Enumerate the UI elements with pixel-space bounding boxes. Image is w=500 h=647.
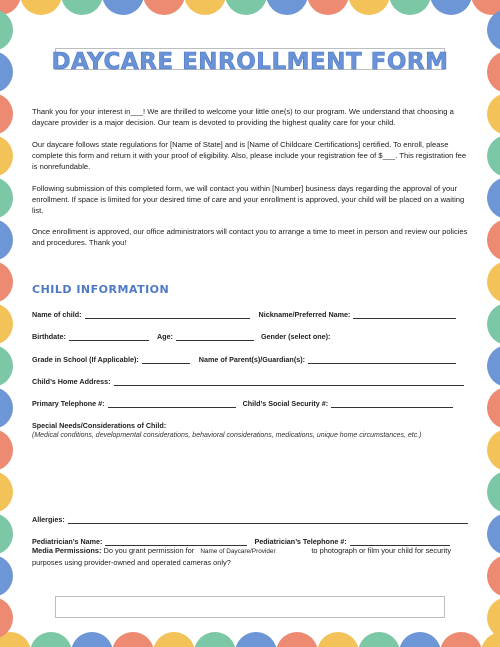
border-scallop bbox=[0, 471, 13, 513]
border-scallop bbox=[30, 632, 72, 647]
primary-phone-label: Primary Telephone #: bbox=[32, 399, 105, 408]
border-scallop bbox=[71, 632, 113, 647]
border-scallop bbox=[102, 0, 144, 15]
border-scallop bbox=[0, 303, 13, 345]
grade-label: Grade in School (If Applicable): bbox=[32, 355, 139, 364]
intro-paragraph-2: Our daycare follows state regulations for [Name of State] and is [Name of Childcare Certifications] certified. To enroll, please complete this form and return it with your proof of eligibility. Also, please include your registration fee of $___. This registration fee is nonrefundable. bbox=[32, 140, 467, 172]
border-scallop bbox=[194, 632, 236, 647]
border-scallop bbox=[487, 261, 500, 303]
border-scallop bbox=[471, 0, 500, 15]
border-scallop bbox=[112, 632, 154, 647]
row-phone bbox=[32, 396, 472, 408]
border-scallop bbox=[358, 632, 400, 647]
home-address-label: Child’s Home Address: bbox=[32, 377, 111, 386]
birthdate-label: Birthdate: bbox=[32, 332, 66, 341]
border-scallop bbox=[0, 177, 13, 219]
border-scallop bbox=[0, 632, 31, 647]
footer-box[interactable] bbox=[55, 596, 445, 618]
border-scallop bbox=[0, 429, 13, 471]
border-scallop bbox=[235, 632, 277, 647]
border-scallop bbox=[153, 632, 195, 647]
border-scallop bbox=[487, 429, 500, 471]
border-scallop bbox=[0, 93, 13, 135]
border-scallop bbox=[487, 303, 500, 345]
border-scallop bbox=[399, 632, 441, 647]
allergies-field[interactable] bbox=[68, 515, 468, 524]
border-scallop bbox=[0, 9, 13, 51]
border-scallop bbox=[0, 345, 13, 387]
border-scallop bbox=[184, 0, 226, 15]
border-scallop bbox=[487, 9, 500, 51]
intro-paragraph-4: Once enrollment is approved, our office administrators will contact you to arrange a time to meet in person and review our policies and procedures. Thank you! bbox=[32, 227, 468, 248]
section-title-child-info: CHILD INFORMATION bbox=[32, 283, 170, 296]
allergies-label: Allergies: bbox=[32, 515, 65, 524]
ssn-label: Child’s Social Security #: bbox=[242, 399, 329, 408]
border-scallop bbox=[487, 219, 500, 261]
border-scallop bbox=[61, 0, 103, 15]
border-scallop bbox=[487, 513, 500, 555]
gender-label: Gender (select one): bbox=[260, 332, 331, 341]
border-scallop bbox=[0, 135, 13, 177]
page-title: DAYCARE ENROLLMENT FORM bbox=[51, 49, 449, 75]
border-scallop bbox=[0, 597, 13, 639]
special-needs-label: Special Needs/Considerations of Child: bbox=[32, 421, 167, 430]
row-allergies bbox=[32, 512, 472, 524]
pediatrician-name-label: Pediatrician’s Name: bbox=[32, 537, 103, 546]
border-scallop bbox=[487, 135, 500, 177]
border-scallop bbox=[317, 632, 359, 647]
name-of-child-field[interactable] bbox=[85, 310, 250, 319]
row-special-needs bbox=[32, 418, 472, 430]
border-scallop bbox=[487, 555, 500, 597]
border-scallop bbox=[487, 93, 500, 135]
nickname-label: Nickname/Preferred Name: bbox=[258, 310, 351, 319]
row-address bbox=[32, 374, 472, 386]
row-grade bbox=[32, 352, 472, 364]
media-permissions bbox=[32, 545, 472, 568]
media-text-before: Do you grant permission for bbox=[101, 546, 197, 555]
border-scallop bbox=[225, 0, 267, 15]
border-scallop bbox=[487, 471, 500, 513]
nickname-field[interactable] bbox=[353, 310, 456, 319]
border-scallop bbox=[389, 0, 431, 15]
intro-paragraph-3: Following submission of this completed form, we will contact you within [Number] business days regarding the approval of your enrollment. If space is limited for your desired time of care and your enrollment is approved, your child will be placed on a waiting list. bbox=[32, 184, 465, 216]
border-scallop bbox=[0, 0, 21, 15]
birthdate-field[interactable] bbox=[69, 332, 149, 341]
daycare-name-field[interactable]: Name of Daycare/Provider bbox=[200, 548, 276, 555]
home-address-field[interactable] bbox=[114, 377, 464, 386]
border-scallop bbox=[487, 345, 500, 387]
border-scallop bbox=[143, 0, 185, 15]
border-scallop bbox=[0, 555, 13, 597]
border-scallop bbox=[0, 219, 13, 261]
intro-paragraph-1: Thank you for your interest in___! We are thrilled to welcome your little one(s) to our program. We understand that choosing a daycare provider is a major decision. Our team is devoted to providing the highest quality care for your child. bbox=[32, 107, 454, 128]
border-scallop bbox=[276, 632, 318, 647]
border-scallop bbox=[487, 387, 500, 429]
media-permissions-label: Media Permissions: bbox=[32, 546, 102, 555]
ssn-field[interactable] bbox=[331, 399, 453, 408]
border-scallop bbox=[307, 0, 349, 15]
parent-name-field[interactable] bbox=[308, 355, 456, 364]
border-scallop bbox=[0, 261, 13, 303]
row-birthdate bbox=[32, 329, 472, 341]
age-label: Age: bbox=[156, 332, 173, 341]
border-scallop bbox=[0, 387, 13, 429]
media-text-after: to photograph or film your child for security purposes using provider-owned and operated cameras only? bbox=[32, 546, 452, 567]
border-scallop bbox=[481, 632, 500, 647]
border-scallop bbox=[440, 632, 482, 647]
pediatrician-phone-label: Pediatrician’s Telephone #: bbox=[254, 537, 347, 546]
border-scallop bbox=[20, 0, 62, 15]
border-scallop bbox=[266, 0, 308, 15]
name-of-child-label: Name of child: bbox=[32, 310, 82, 319]
border-scallop bbox=[487, 597, 500, 639]
grade-field[interactable] bbox=[142, 355, 190, 364]
age-field[interactable] bbox=[176, 332, 254, 341]
parent-name-label: Name of Parent(s)/Guardian(s): bbox=[198, 355, 305, 364]
row-name bbox=[32, 307, 472, 319]
special-needs-field[interactable] bbox=[32, 443, 472, 503]
border-scallop bbox=[487, 177, 500, 219]
special-needs-note: (Medical conditions, developmental considerations, behavioral considerations, medications, unique home circumstances, etc.) bbox=[32, 432, 422, 439]
border-scallop bbox=[430, 0, 472, 15]
border-scallop bbox=[348, 0, 390, 15]
border-scallop bbox=[0, 513, 13, 555]
primary-phone-field[interactable] bbox=[108, 399, 236, 408]
